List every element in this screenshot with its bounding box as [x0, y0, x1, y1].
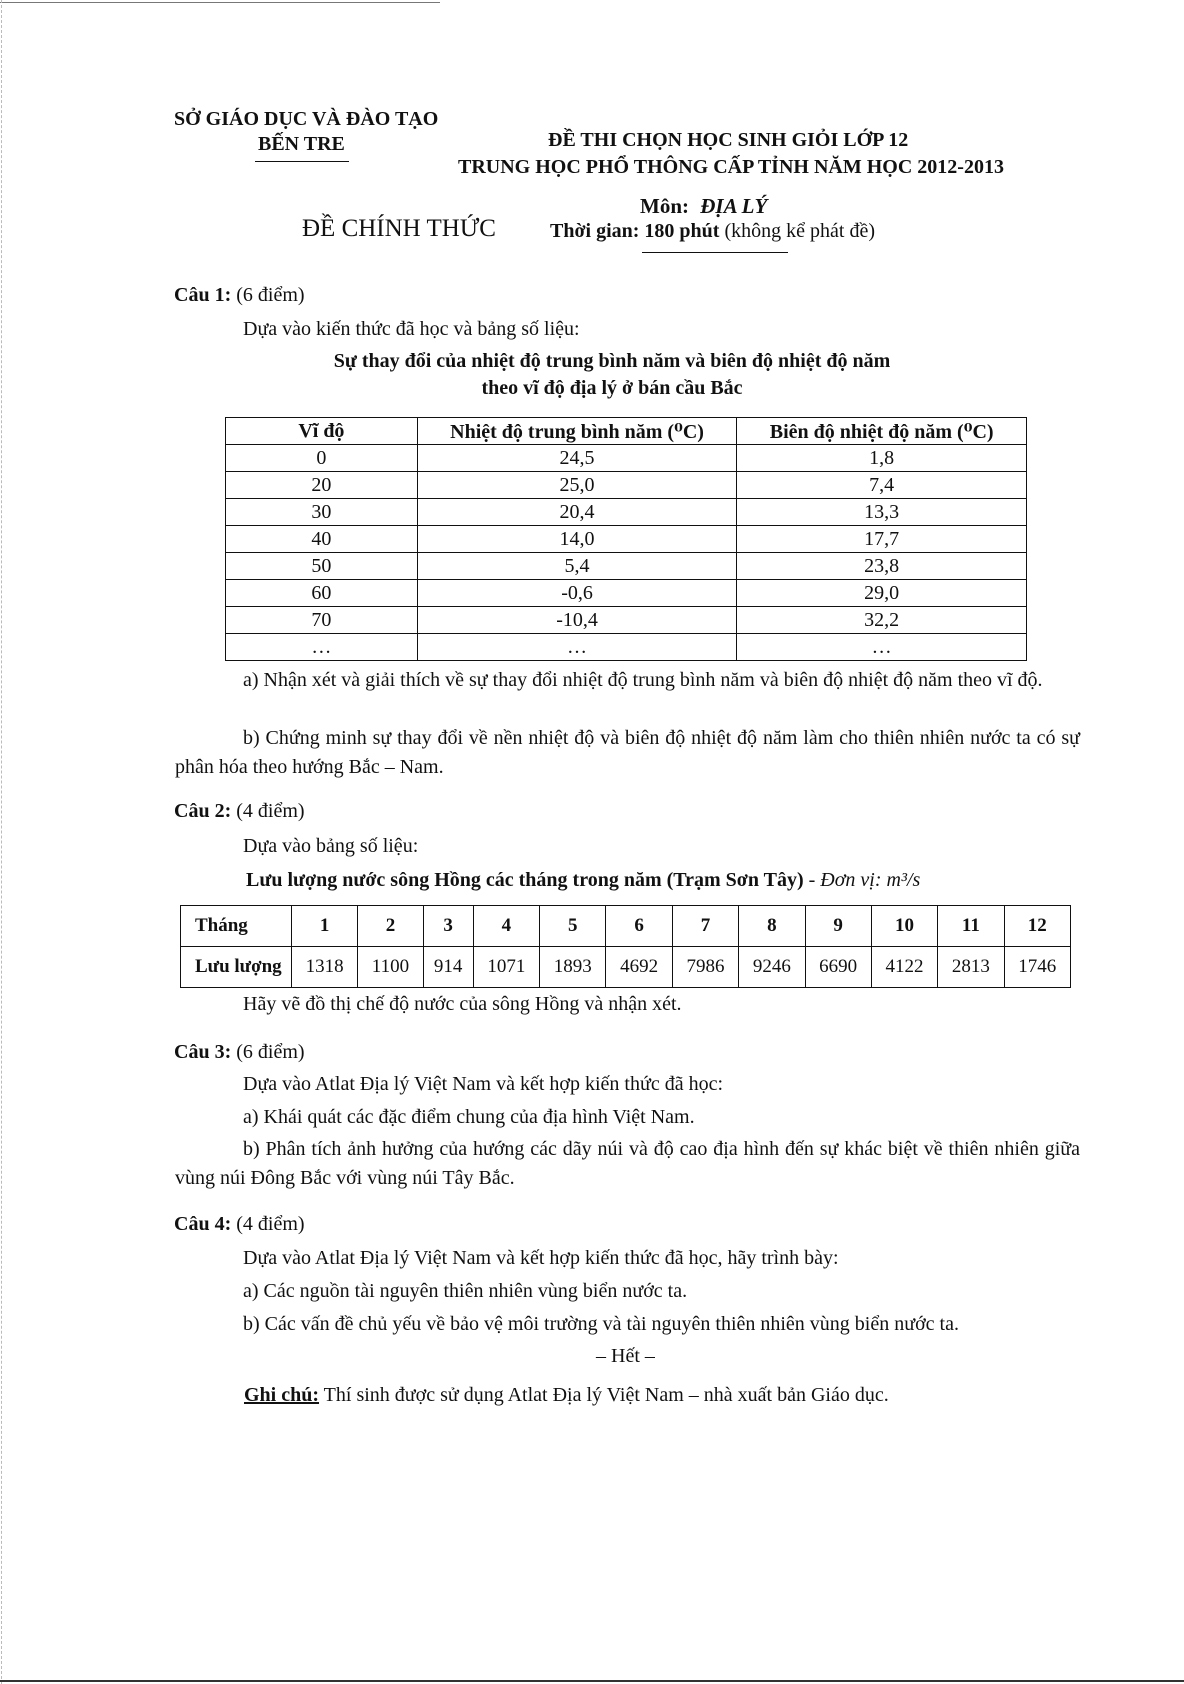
q2-table-unit: - Đơn vị: m³/s: [808, 869, 921, 891]
q1-label: Câu 1:: [174, 284, 232, 306]
month-cell: 5: [540, 906, 606, 947]
table-cell: 17,7: [737, 526, 1027, 553]
table-cell: 29,0: [737, 580, 1027, 607]
footnote: [244, 1384, 889, 1407]
q2-table-title: Lưu lượng nước sông Hồng các tháng trong năm (Trạm Sơn Tây): [246, 869, 804, 891]
table-cell: -0,6: [417, 580, 737, 607]
table-row: [226, 607, 1027, 634]
q1-part-b: b) Chứng minh sự thay đổi về nền nhiệt độ và biên độ nhiệt độ năm làm cho thiên nhiên nước ta có sự phân hóa theo hướng Bắc – Nam.: [175, 727, 1080, 778]
flow-cell: 9246: [739, 947, 805, 988]
table-row: [226, 634, 1027, 661]
q4-label: Câu 4:: [174, 1213, 232, 1235]
table-cell: 70: [226, 607, 418, 634]
table-cell: …: [737, 634, 1027, 661]
q1-heading: [174, 284, 305, 307]
q1-part-a: a) Nhận xét và giải thích về sự thay đổi nhiệt độ trung bình năm và biên độ nhiệt độ năm theo vĩ độ.: [243, 669, 1043, 691]
table-cell: 20,4: [417, 499, 737, 526]
time-label: Thời gian: 180 phút: [550, 220, 720, 242]
flow-cell: 1893: [540, 947, 606, 988]
table-cell: 50: [226, 553, 418, 580]
flow-cell: 2813: [938, 947, 1004, 988]
province-underline: [255, 161, 349, 162]
end-marker: – Hết –: [596, 1345, 655, 1367]
table-cell: 20: [226, 472, 418, 499]
scan-top-edge: [0, 2, 440, 3]
month-cell: 11: [938, 906, 1004, 947]
flow-cell: 1071: [473, 947, 539, 988]
table-row: [181, 947, 1071, 988]
q4-part-a: a) Các nguồn tài nguyên thiên nhiên vùng biển nước ta.: [243, 1280, 688, 1302]
table-cell: 1,8: [737, 445, 1027, 472]
q2-label: Câu 2:: [174, 800, 232, 822]
table-cell: 14,0: [417, 526, 737, 553]
q2-table-caption: [246, 869, 920, 892]
flow-row-label: Lưu lượng: [181, 947, 292, 988]
flow-cell: 4692: [606, 947, 672, 988]
month-cell: 8: [739, 906, 805, 947]
flow-cell: 7986: [672, 947, 738, 988]
flow-cell: 1746: [1004, 947, 1070, 988]
subject-name: ĐỊA LÝ: [700, 194, 768, 218]
flow-cell: 6690: [805, 947, 871, 988]
table-header-cell: Nhiệt độ trung bình năm (⁰C): [417, 418, 737, 445]
q3-points: (6 điểm): [236, 1041, 305, 1063]
footnote-text: Thí sinh được sử dụng Atlat Địa lý Việt Nam – nhà xuất bản Giáo dục.: [323, 1384, 889, 1406]
official-exam-label: ĐỀ CHÍNH THỨC: [302, 215, 496, 242]
q1-table-title-line2: theo vĩ độ địa lý ở bán cầu Bắc: [481, 377, 743, 399]
q3-heading: [174, 1041, 305, 1064]
q3-part-a: a) Khái quát các đặc điểm chung của địa hình Việt Nam.: [243, 1106, 695, 1128]
table-cell: 30: [226, 499, 418, 526]
q2-points: (4 điểm): [236, 800, 305, 822]
table-cell: 24,5: [417, 445, 737, 472]
exam-title-line1: ĐỀ THI CHỌN HỌC SINH GIỎI LỚP 12: [548, 129, 909, 151]
flow-cell: 4122: [871, 947, 937, 988]
table-cell: 7,4: [737, 472, 1027, 499]
q2-intro: Dựa vào bảng số liệu:: [243, 835, 419, 857]
table-row: [226, 445, 1027, 472]
q2-heading: [174, 800, 305, 823]
table-row: [226, 526, 1027, 553]
q3-intro: Dựa vào Atlat Địa lý Việt Nam và kết hợp kiến thức đã học:: [243, 1073, 724, 1095]
flow-cell: 1100: [358, 947, 423, 988]
table-cell: 0: [226, 445, 418, 472]
table-cell: …: [417, 634, 737, 661]
province-name: BẾN TRE: [258, 133, 345, 155]
month-cell: 12: [1004, 906, 1070, 947]
table-cell: 60: [226, 580, 418, 607]
table-cell: 25,0: [417, 472, 737, 499]
table-header-cell: Biên độ nhiệt độ năm (⁰C): [737, 418, 1027, 445]
time-note: (không kể phát đề): [724, 220, 875, 242]
table-cell: …: [226, 634, 418, 661]
table-cell: -10,4: [417, 607, 737, 634]
subject-line: [640, 194, 767, 219]
q1-intro: Dựa vào kiến thức đã học và bảng số liệu:: [243, 318, 580, 340]
month-cell: 7: [672, 906, 738, 947]
q3-label: Câu 3:: [174, 1041, 232, 1063]
footnote-label: Ghi chú:: [244, 1384, 320, 1406]
month-cell: 9: [805, 906, 871, 947]
month-cell: 2: [358, 906, 423, 947]
q4-intro: Dựa vào Atlat Địa lý Việt Nam và kết hợp kiến thức đã học, hãy trình bày:: [243, 1247, 839, 1269]
q1-points: (6 điểm): [236, 284, 305, 306]
time-line: [550, 220, 875, 243]
scan-left-edge: [1, 0, 2, 1684]
table-row: [226, 580, 1027, 607]
flow-cell: 1318: [292, 947, 358, 988]
latitude-temperature-table: [225, 417, 1027, 661]
table-cell: 32,2: [737, 607, 1027, 634]
table-cell: 5,4: [417, 553, 737, 580]
q4-points: (4 điểm): [236, 1213, 305, 1235]
q4-heading: [174, 1213, 305, 1236]
table-row: [226, 499, 1027, 526]
table-header-cell: Vĩ độ: [226, 418, 418, 445]
exam-title-line2: TRUNG HỌC PHỔ THÔNG CẤP TỈNH NĂM HỌC 2012-2013: [458, 156, 1004, 178]
month-row-label: Tháng: [181, 906, 292, 947]
department-name: SỞ GIÁO DỤC VÀ ĐÀO TẠO: [174, 108, 439, 130]
time-underline: [642, 252, 788, 253]
table-row: [226, 472, 1027, 499]
month-cell: 3: [423, 906, 473, 947]
table-cell: 40: [226, 526, 418, 553]
q3-part-b: b) Phân tích ảnh hưởng của hướng các dãy núi và độ cao địa hình đến sự khác biệt về thiên nhiên giữa vùng núi Đông Bắc với vùng núi Tây Bắc.: [175, 1138, 1080, 1189]
subject-label: Môn:: [640, 194, 689, 218]
q4-part-b: b) Các vấn đề chủ yếu về bảo vệ môi trường và tài nguyên thiên nhiên vùng biển nước ta.: [243, 1313, 959, 1335]
river-flow-table: [180, 905, 1071, 988]
table-cell: 23,8: [737, 553, 1027, 580]
q1-table-title-line1: Sự thay đổi của nhiệt độ trung bình năm và biên độ nhiệt độ năm: [333, 350, 891, 372]
month-cell: 4: [473, 906, 539, 947]
month-cell: 6: [606, 906, 672, 947]
q2-task: Hãy vẽ đồ thị chế độ nước của sông Hồng và nhận xét.: [243, 993, 682, 1015]
month-cell: 1: [292, 906, 358, 947]
table-row: [181, 906, 1071, 947]
month-cell: 10: [871, 906, 937, 947]
table-row: [226, 553, 1027, 580]
table-cell: 13,3: [737, 499, 1027, 526]
flow-cell: 914: [423, 947, 473, 988]
scan-bottom-edge: [0, 1680, 1184, 1682]
